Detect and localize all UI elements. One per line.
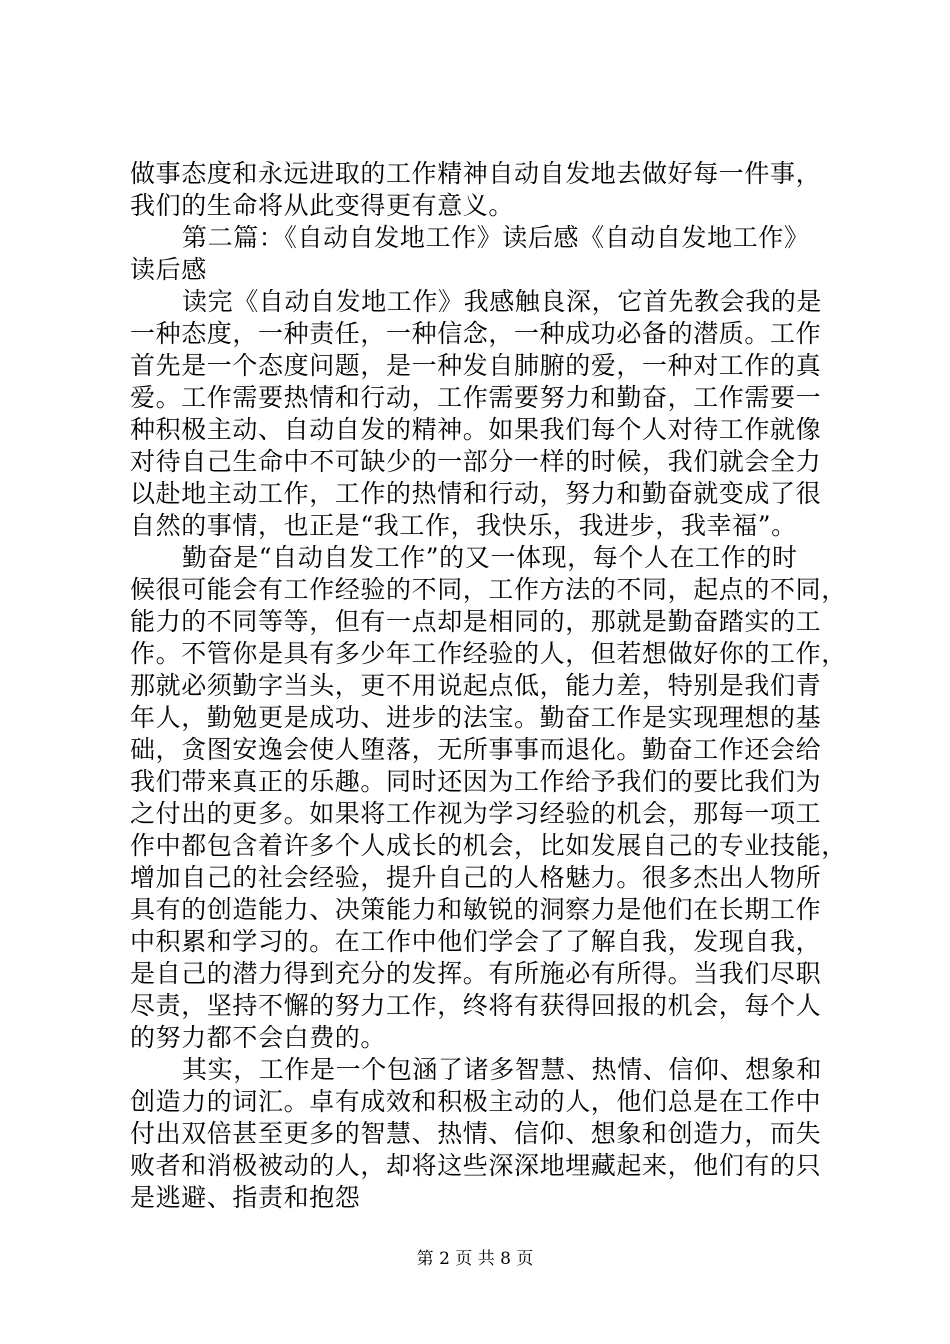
text-line: 种积极主动、自动自发的精神。如果我们每个人对待工作就像 [130, 415, 822, 444]
text-line: 候很可能会有工作经验的不同，工作方法的不同，起点的不同， [130, 575, 847, 604]
text-line: 础，贪图安逸会使人堕落，无所事事而退化。勤奋工作还会给 [130, 735, 822, 764]
text-line: 做事态度和永远进取的工作精神自动自发地去做好每一件事， [130, 159, 822, 188]
text-line: 作。不管你是具有多少年工作经验的人，但若想做好你的工作， [130, 639, 847, 668]
text-line: 我们带来真正的乐趣。同时还因为工作给予我们的要比我们为 [130, 767, 822, 796]
text-line: 我们的生命将从此变得更有意义。 [130, 191, 515, 220]
text-line: 其实，工作是一个包涵了诸多智慧、热情、信仰、想象和 [182, 1055, 823, 1084]
text-line: 年人，勤勉更是成功、进步的法宝。勤奋工作是实现理想的基 [130, 703, 822, 732]
text-line: 败者和消极被动的人，却将这些深深地埋藏起来，他们有的只 [130, 1151, 822, 1180]
text-line: 具有的创造能力、决策能力和敏锐的洞察力是他们在长期工作 [130, 895, 822, 924]
text-line: 作中都包含着许多个人成长的机会，比如发展自己的专业技能， [130, 831, 847, 860]
text-line: 付出双倍甚至更多的智慧、热情、信仰、想象和创造力，而失 [130, 1119, 822, 1148]
text-line: 爱。工作需要热情和行动，工作需要努力和勤奋，工作需要一 [130, 383, 822, 412]
text-line: 是自己的潜力得到充分的发挥。有所施必有所得。当我们尽职 [130, 959, 822, 988]
text-line: 能力的不同等等，但有一点却是相同的，那就是勤奋踏实的工 [130, 607, 822, 636]
text-line: 中积累和学习的。在工作中他们学会了了解自我，发现自我， [130, 927, 822, 956]
text-line: 第二篇：《自动自发地工作》读后感《自动自发地工作》 [182, 223, 810, 252]
text-line: 勤奋是“自动自发工作”的又一体现，每个人在工作的时 [182, 543, 798, 572]
text-line: 以赴地主动工作，工作的热情和行动，努力和勤奋就变成了很 [130, 479, 822, 508]
text-line: 增加自己的社会经验，提升自己的人格魅力。很多杰出人物所 [130, 863, 822, 892]
text-line: 创造力的词汇。卓有成效和积极主动的人，他们总是在工作中 [130, 1087, 822, 1116]
text-line: 读后感 [130, 255, 207, 284]
text-line: 自然的事情，也正是“我工作，我快乐，我进步，我幸福”。 [130, 511, 797, 540]
text-line: 是逃避、指责和抱怨 [130, 1183, 361, 1212]
text-line: 读完《自动自发地工作》我感触良深，它首先教会我的是 [182, 287, 823, 316]
text-line: 对待自己生命中不可缺少的一部分一样的时候，我们就会全力 [130, 447, 822, 476]
page-footer: 第 2 页 共 8 页 [416, 1249, 534, 1269]
text-line: 的努力都不会白费的。 [130, 1023, 387, 1052]
document-body [130, 158, 850, 1214]
text-line: 之付出的更多。如果将工作视为学习经验的机会，那每一项工 [130, 799, 822, 828]
text-line: 一种态度，一种责任，一种信念，一种成功必备的潜质。工作 [130, 319, 822, 348]
text-line: 那就必须勤字当头，更不用说起点低，能力差，特别是我们青 [130, 671, 822, 700]
text-line: 首先是一个态度问题，是一种发自肺腑的爱，一种对工作的真 [130, 351, 822, 380]
text-line: 尽责，坚持不懈的努力工作，终将有获得回报的机会，每个人 [130, 991, 822, 1020]
